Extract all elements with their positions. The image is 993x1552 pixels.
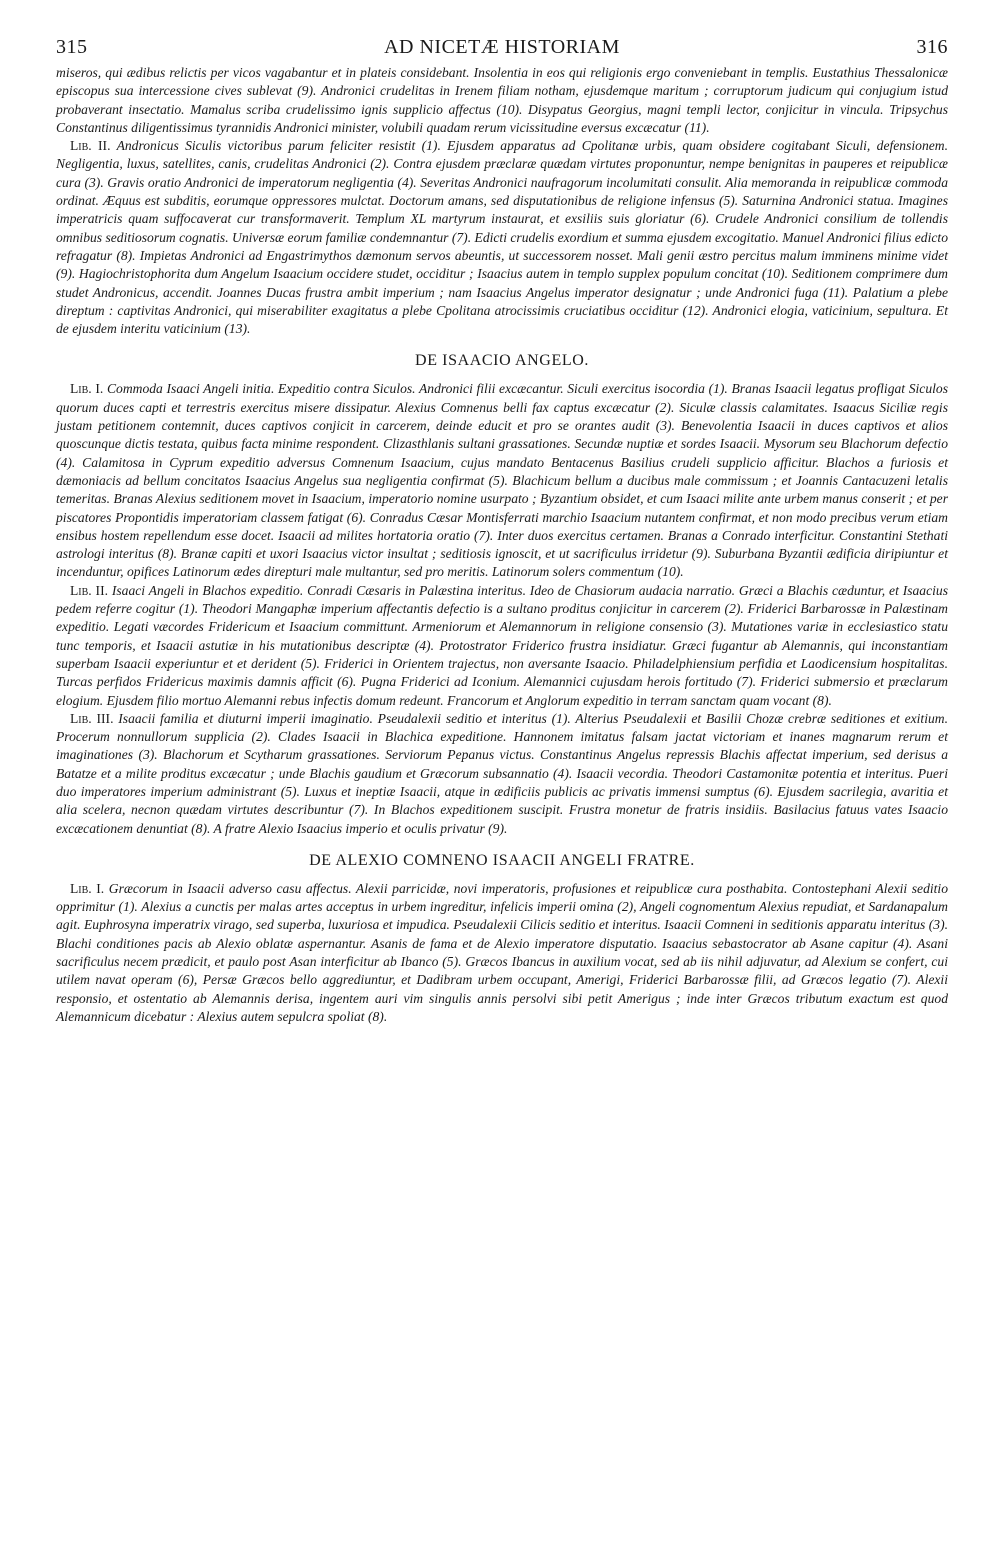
book-label: Lib. I. <box>70 381 104 397</box>
book-label: Lib. II. <box>70 138 111 154</box>
section-heading-isaacius: DE ISAACIO ANGELO. <box>415 352 589 370</box>
book-label: Lib. I. <box>70 880 105 896</box>
book-summary: Isaacii familia et diuturni imperii imaginatio. Pseudalexii seditio et interitus (1). Alterius Pseudalexii et Basilii Chozæ crebræ seditiones et exitium. Procerum nonnullorum supplicia (2). Clades Isaacii in Blachica expeditione. Hannonem imitatus falsam jactat victoriam et inanes magnarum rerum et imaginationes (3). Blachorum et Scytharum grassationes. Serviorum Pepanus victus. Constantinus Angelus repressis Blachis affectat imperium, sed derisus a Batatze et a milite proditus excæcatur ; unde Blachis gaudium et Græcorum subsannatio (4). Isaacii vecordia. Theodori Castamonitæ potentia et interitus. Pueri duo imperatores imperium administrant (5). Luxus et ineptiæ Isaacii, atque in ædificiis publicis ac privatis immensi sumptus (6). Ejusdem sacrilegia, avaritia et alia scelera, necnon quædam virtutes describuntur (7). In Blachos expeditionem suscipit. Frustra monetur de fratris insidiis. Basilacius fatuus vates Isaacio excæcationem denuntiat (8). A fratre Alexio Isaacius imperio et oculis privatur (9). <box>56 710 948 836</box>
section-heading-alexius: DE ALEXIO COMNENO ISAACII ANGELI FRATRE. <box>309 851 695 869</box>
page-number-right: 316 <box>916 36 948 58</box>
intro-paragraph: miseros, qui ædibus relictis per vicos vagabantur et in plateis considebant. Insolentia in eos qui religionis ergo conveniebant in templis. Eustathius Thessalonicæ episcopus sua intercessione cives sublevat (9). Andronici crudelitas in Irenem filiam notham, ejusdemque maritum ; corruptorum judicum qui conjugium istud probaverant insectatio. Mamalus scriba crudelissimo ignis supplicio affectus (10). Disypatus Georgius, magni templi lector, conjicitur in vincula. Tripsychus Constantinus diligentissimus tyrannidis Andronici minister, volubili quadam rerum vicissitudine eversus excæcatur (11). <box>56 65 948 135</box>
running-head <box>56 34 948 64</box>
book-label: Lib. III. <box>70 710 114 726</box>
running-title: AD NICETÆ HISTORIAM <box>384 36 620 58</box>
book-summary: Isaaci Angeli in Blachos expeditio. Conradi Cæsaris in Palæstina interitus. Ideo de Chasiorum audacia narratio. Græci a Blachis cæduntur, et Isaacius pedem referre cogitur (1). Theodori Mangaphæ imperium affectantis defectio is a sultano proditus conjicitur in carcerem (2). Friderici Barbarossæ in Palæstinam expeditio. Legati væcordes Fridericum et Isaacium committunt. Armeniorum et Alemannorum in religione consensio (3). Mutationes variæ in ecclesiastico statu tunc temporis, et Isaacii astutiæ in his mutationibus descriptæ (4). Protostrator Friderico frustra insidiatur. Græci fugantur ab Alemannis, qui inconstantiam superbam Isaacii experiuntur et et derident (5). Friderici in Orientem trajectus, non aversante Isaacio. Philadelphiensium perfidia et Laodicensium hospitalitas. Turcas perfidos Fridericus maximis damnis afficit (6). Pugna Friderici ad Iconium. Alemannici cujusdam herois fortitudo (7). Friderici submersio et præclarum elogium. Ejusdem filio mortuo Alemanni rebus infectis domum redeunt. Francorum et Anglorum expeditio in terram sanctam quam vocant (8). <box>56 582 948 708</box>
isaacius-lib-1-paragraph <box>56 380 948 581</box>
andronicus-lib-2-paragraph <box>56 137 948 338</box>
book-summary: Andronicus Siculis victoribus parum feliciter resistit (1). Ejusdem apparatus ad Cpolitanæ urbis, quam obsidere cogitabant Siculi, defensionem. Negligentia, luxus, satellites, canis, crudelitas Andronici (2). Contra ejusdem præclaræ quædam virtutes proponuntur, nempe benignitas in pauperes et reipublicæ cura (3). Gravis oratio Andronici de imperatorum negligentia (4). Severitas Andronici naufragorum incolumitati consulit. Alia memoranda in reipublicæ commoda ordinat. Æquus est subditis, eorumque oppressores mulctat. Doctorum amans, sed disputationibus de religione infensus (5). Saturnina Andronici statua. Imagines imperatricis quam suffocaverat cur transformaverit. Templum XL martyrum instaurat, et exsiliis suis gloriatur (6). Crudele Andronici consilium de tollendis omnibus seditiosorum cognatis. Universæ eorum familiæ condemnantur (7). Edicti crudelis exordium et summa ejusdem excogitatio. Manuel Andronici filius edicto refragatur (8). Impietas Andronici ad Engastrimythos dæmonum servos abeuntis, ut successorem nosset. Mali genii æstro percitus malum imminens minime videt (9). Hagiochristophorita dum Angelum Isaacium occidere studet, occiditur ; Isaacius autem in templo supplex populum concitat (10). Seditionem comprimere dum studet Andronicus, accendit. Joannes Ducas frustra ambit imperium ; nam Isaacius Angelus imperator designatur ; unde Andronici fuga (11). Palatium a plebe direptum : captivitas Andronici, qui miserabiliter exagitatus a plebe Cpolitana atrocissimis cruciatibus occiditur (12). Andronici elogia, vaticinium, sepultura. Et de ejusdem interitu vaticinium (13). <box>56 138 949 337</box>
book-label: Lib. II. <box>70 582 108 598</box>
isaacius-lib-2-paragraph <box>56 582 948 710</box>
book-summary: Græcorum in Isaacii adverso casu affectus. Alexii parricidæ, novi imperatoris, profusiones et reipublicæ cura posthabita. Contostephani Alexii seditio opprimitur (1). Alexius a cunctis per malas artes acceptus in urbem ingreditur, infelicis imperii omina (2), Angeli cognomentum Alexius repudiat, et Sardanapalum agit. Euphrosyna imperatrix virago, sed superba, luxuriosa et impudica. Pseudalexii Cilicis seditio et interitus. Isaacii Comneni in seditionis apparatu interitus (3). Blachi conditiones pacis ab Alexio oblatæ aspernantur. Asanis de fama et de Alexio imperatore disputatio. Isaacius sebastocrator ab Asane capitur (4). Asani sacrificulus necem prædicit, et paulo post Asan interficitur ab Ibanco (5). Græcos Ibancus in auxilium vocat, sed ab iis nihil adjuvatur, ad Alexium se confert, cui utilem navat operam (6), Persæ Græcos bello aggrediuntur, et Dadibram urbem occupant, Amerigi, Friderici Barbarossæ filii, ad Græcos legatio (7). Alexii responsio, et ostentatio ab Alemannis derisa, ingentem auri vim singulis annis persolvi sibi petit Amerigus ; inde inter Græcos tributum exactum est quod Alemannicum dicebatur : Alexius autem sepulcra spoliat (8). <box>56 880 949 1024</box>
alexius-lib-1-paragraph <box>56 880 948 1026</box>
page-number-left: 315 <box>56 36 88 58</box>
book-summary: Commoda Isaaci Angeli initia. Expeditio contra Siculos. Andronici filii excæcantur. Siculi exercitus isocordia (1). Branas Isaacii legatus profligat Siculos quorum duces capti et terrestris exercitus misere dissipatur. Alexius Comnenus belli fax captus excæcatur (2). Siculæ classis calamitates. Isaacus Siciliæ regis justam petitionem contemnit, duces captivos conjicit in carcerem, deinde educit et pro se orantes audit (3). Benevolentia Isaacii in duces captivos et alios quoscunque dictis testata, quibus facta minime respondent. Clizasthlanis sultani grassationes. Secundæ nuptiæ et sordes Isaacii. Mysorum seu Blachorum defectio (4). Calamitosa in Cyprum expeditio adversus Comnenum Isaacium, cujus mandato Bentacenus Basilius crudeli supplicio afficitur. Blachos a furiosis et dæmoniacis ad bellum concitatos Isaacius Angelus sua negligentia confirmat (5). Blachicum bellum a ducibus male commissum ; et Joannis Cantacuzeni letalis temeritas. Branas Alexius seditionem movet in Isaacium, imperatorio nomine usurpato ; Byzantium obsidet, et cum Isaaci milite ante urbem manus conserit ; et per piscatores Propontidis imperatoriam classem fatigat (6). Conradus Cæsar Montisferrati marchio Isaacium nutantem confirmat, et non modo precibus verum etiam ensibus hostem repellendum esse docet. Isaacii ad milites hortatoria oratio (7). Inter duos exercitus certamen. Branas a Conrado interficitur. Constantini Stethati astrologi interitus (8). Branæ capiti et uxori Isaacius victor insultat ; seditiosis ignoscit, et ut sacrificulus irridetur (9). Suburbana Byzantii ædificia diripiuntur et incenduntur, opifices Latinorum ædes direpturi male multantur, sed pro meritis. Latinorum solers commentum (10). <box>56 381 948 580</box>
isaacius-lib-3-paragraph <box>56 710 948 838</box>
page <box>56 34 948 1026</box>
